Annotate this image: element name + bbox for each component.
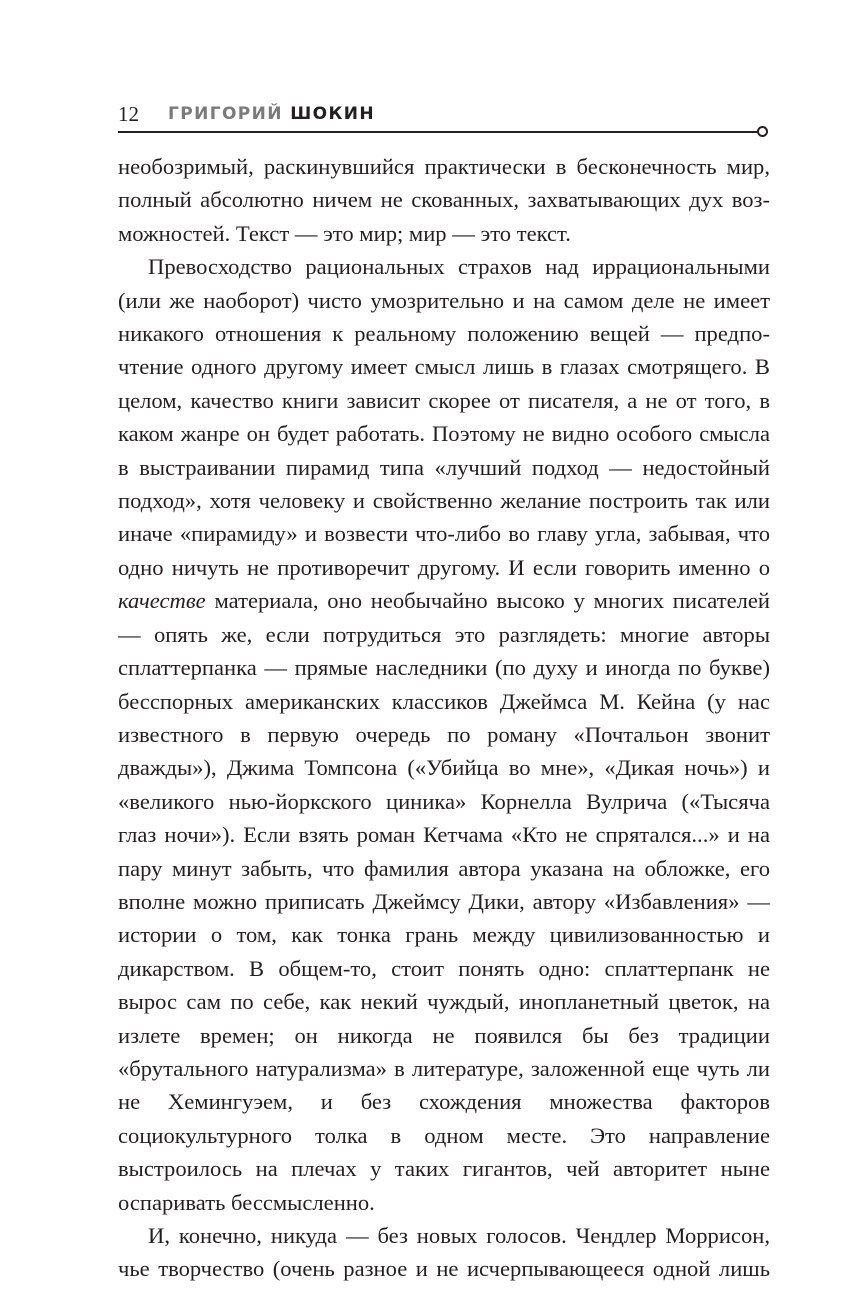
author-last-name: ШОКИН — [290, 104, 376, 124]
paragraph-main — [118, 250, 770, 1219]
page-number: 12 — [118, 102, 139, 126]
emphasis-kachestve: качестве — [118, 588, 206, 614]
paragraph-last: И, конечно, никуда — без новых голосов. Чендлер Моррисон, чье творчество (очень разное и не исчерпывающееся одной лишь — [118, 1223, 770, 1282]
running-head-author — [168, 103, 375, 125]
header-rule — [118, 131, 759, 133]
paragraph-main-before-emphasis: Превосходство рациональных страхов над иррациональными (или же наоборот) чисто умозрительно и на самом деле не имеет никакого отношения к реальному положению вещей — предпочтение одного другому имеет смысл лишь в глазах смотрящего. В целом, качество книги зависит скорее от писателя, а не от того, в каком жанре он будет работать. Поэтому не видно особого смысла в выстраивании пирамид типа «лучший подход — недостойный подход», хотя человеку и свойственно желание построить так или иначе «пирамиду» и возвести что-либо во главу угла, забывая, что одно ничуть не противоречит другому. И если говорить именно о — [118, 254, 770, 580]
running-header — [118, 102, 768, 132]
paragraph-main-after-emphasis: материала, оно необычайно высоко у многих писателей — опять же, если потрудиться это разглядеть: многие авторы сплаттерпанка — прямые наследники (по духу и иногда по букве) бесспорных американских классиков Джеймса М. Кейна (у нас известного в первую очередь по роману «Почтальон звонит дважды»), Джима Томпсона («Убийца во мне», «Дикая ночь») и «великого нью-йоркского циника» Корнелла Вулрича («Тысяча глаз ночи»). Если взять роман Кетчама «Кто не спрятался...» и на пару минут забыть, что фамилия автора указана на обложке, его вполне можно приписать Джеймсу Дики, автору «Избавления» — истории о том, как тонка грань между цивилизованностью и дикарством. В общем-то, стоит понять одно: сплаттерпанк не вырос сам по себе, как некий чуждый, инопланетный цветок, на излете времен; он никогда не появился бы без традиции «брутального натурализма» в литературе, заложенной еще чуть ли не Хемингуэем, и без схождения множества факторов социокультурного толка в одном месте. Это направление выстроилось на плечах у таких гигантов, чей авторитет ныне оспаривать бессмысленно. — [118, 588, 770, 1215]
body-text — [118, 150, 770, 1286]
paragraph-continued: необозримый, раскинувшийся практически в бесконечность мир, полный абсолютно ничем не скованных, захватывающих дух возможностей. Текст — это мир; мир — это текст. — [118, 154, 770, 246]
header-rule-end-ornament — [757, 126, 768, 137]
author-first-name: ГРИГОРИЙ — [168, 104, 283, 124]
